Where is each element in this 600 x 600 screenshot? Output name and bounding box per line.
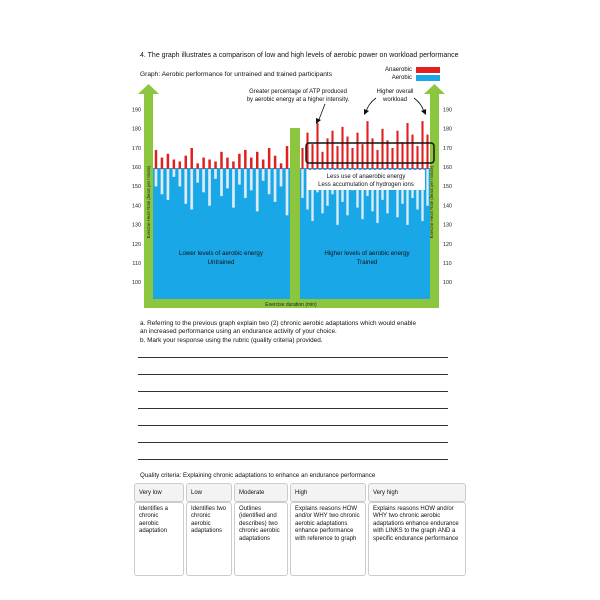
annotation-workload-line2: workload xyxy=(382,97,408,103)
untrained-bar-gap xyxy=(202,169,205,192)
trained-anaerobic-bar xyxy=(386,140,388,169)
answer-line[interactable] xyxy=(138,374,448,375)
y-tick-left-140: 140 xyxy=(132,203,141,210)
prompt-b: b. Mark your response using the rubric (quality criteria) provided. xyxy=(140,336,323,344)
rubric-header-very-low: Very low xyxy=(134,483,184,502)
panel-label-untrained-line2: Untrained xyxy=(207,259,235,266)
frame-divider xyxy=(290,128,300,308)
untrained-bar-gap xyxy=(226,169,229,188)
arrow-workload-right xyxy=(414,98,424,112)
untrained-bar-gap xyxy=(274,169,277,202)
annotation-less-line1: Less use of anaerobic energy xyxy=(326,174,406,180)
untrained-bar-gap xyxy=(185,169,188,204)
untrained-bar-gap xyxy=(238,169,241,184)
untrained-bar-gap xyxy=(286,169,289,215)
trained-anaerobic-bar xyxy=(421,121,423,169)
untrained-anaerobic-bar xyxy=(244,150,247,169)
y-tick-left-130: 130 xyxy=(132,222,141,229)
y-axis-label-left: Exercise Heart Rate (beats per minute) xyxy=(146,165,151,239)
y-tick-right-160: 160 xyxy=(443,165,452,171)
legend-aerobic-label: Aerobic xyxy=(391,75,413,81)
untrained-anaerobic-bar xyxy=(155,150,158,169)
y-tick-left-100: 100 xyxy=(132,280,141,287)
untrained-anaerobic-bar xyxy=(232,161,235,169)
trained-bar-gap xyxy=(301,169,303,198)
rubric-header-moderate: Moderate xyxy=(234,483,288,502)
prompt-a-line2: an increased performance using an endurance activity of your choice. xyxy=(140,328,337,336)
y-axis-label-right: Exercise Heart Rate (beats per minute) xyxy=(429,165,434,239)
y-tick-right-140: 140 xyxy=(443,203,452,210)
annotation-workload-line1: Higher overall xyxy=(376,89,414,95)
trained-anaerobic-bar xyxy=(321,152,323,169)
y-tick-left-120: 120 xyxy=(132,241,141,248)
rubric-cell-very-low: Identifies a chronic aerobic adaptation xyxy=(134,502,184,576)
untrained-bar-gap xyxy=(214,169,217,179)
untrained-bar-gap xyxy=(268,169,271,194)
panel-label-untrained-line1: Lower levels of aerobic energy xyxy=(179,250,263,257)
untrained-anaerobic-bar xyxy=(226,158,229,170)
untrained-anaerobic-bar xyxy=(190,148,193,169)
untrained-anaerobic-bar xyxy=(185,156,188,169)
untrained-anaerobic-bar xyxy=(262,160,265,170)
y-tick-left-160: 160 xyxy=(132,165,141,171)
untrained-anaerobic-bar xyxy=(238,154,241,169)
rubric-cell-high: Explains reasons HOW and/or WHY two chronic aerobic adaptations enhance performance with reference to graph xyxy=(290,502,366,576)
legend-aerobic-swatch xyxy=(416,75,440,81)
untrained-bar-gap xyxy=(190,169,193,209)
rubric-header-row xyxy=(134,483,466,502)
untrained-bar-gap xyxy=(155,169,158,186)
untrained-bar-gap xyxy=(173,169,176,177)
chart-legend xyxy=(385,66,440,82)
trained-anaerobic-bar xyxy=(366,121,368,169)
frame-right-arrow xyxy=(424,84,445,94)
y-tick-left-180: 180 xyxy=(132,126,141,133)
untrained-anaerobic-bar xyxy=(161,158,164,170)
untrained-bar-gap xyxy=(196,169,199,182)
annotation-atp-line2: by aerobic energy at a higher intensity. xyxy=(246,97,350,103)
untrained-bar-gap xyxy=(244,169,247,198)
trained-anaerobic-bar xyxy=(406,123,408,169)
rubric-cell-moderate: Outlines (identified and describes) two chronic aerobic adaptations xyxy=(234,502,288,576)
untrained-anaerobic-bar xyxy=(280,163,283,169)
rubric-cell-low: Identifies two chronic aerobic adaptations xyxy=(186,502,232,576)
rubric-header-very-high: Very high xyxy=(368,483,466,502)
untrained-anaerobic-bar xyxy=(286,146,289,169)
y-tick-left-150: 150 xyxy=(132,184,141,191)
rubric-table xyxy=(132,483,468,576)
annotation-less-line2: Less accumulation of hydrogen ions xyxy=(318,182,414,188)
rubric-cell-very-high: Explains reasons HOW and/or WHY two chronic aerobic adaptations enhance endurance with LINKS to the graph AND a specific endurance performance xyxy=(368,502,466,576)
untrained-anaerobic-bar xyxy=(173,160,176,170)
untrained-bar-gap xyxy=(179,169,182,186)
untrained-bar-gap xyxy=(232,169,235,207)
y-tick-right-150: 150 xyxy=(443,184,452,191)
trained-anaerobic-bar xyxy=(336,146,338,169)
highlight-box xyxy=(306,143,434,163)
graph-title: Graph: Aerobic performance for untrained and trained participants xyxy=(140,71,333,78)
rubric-criteria-row xyxy=(134,502,466,576)
untrained-bar-gap xyxy=(262,169,265,181)
untrained-anaerobic-bar xyxy=(250,158,253,170)
y-ticks-left xyxy=(132,107,141,286)
y-tick-right-110: 110 xyxy=(443,261,452,267)
trained-anaerobic-bar xyxy=(426,135,428,170)
x-axis-label: Exercise duration (min) xyxy=(265,302,317,308)
untrained-anaerobic-bar xyxy=(256,152,259,169)
untrained-anaerobic-bar xyxy=(208,160,211,170)
trained-anaerobic-bar xyxy=(361,144,363,169)
trained-anaerobic-bar xyxy=(316,123,318,169)
y-tick-left-190: 190 xyxy=(132,107,141,114)
y-tick-left-170: 170 xyxy=(132,145,141,152)
trained-anaerobic-bar xyxy=(311,144,313,169)
trained-anaerobic-bar xyxy=(346,136,348,169)
untrained-bar-gap xyxy=(256,169,259,211)
untrained-anaerobic-bar xyxy=(220,152,223,169)
y-tick-right-130: 130 xyxy=(443,222,452,229)
untrained-bar-gap xyxy=(161,169,164,194)
question-heading: 4. The graph illustrates a comparison of low and high levels of aerobic power on workload performance xyxy=(140,52,459,59)
annotation-atp-line1: Greater percentage of ATP produced xyxy=(249,89,347,95)
answer-line[interactable] xyxy=(138,425,448,426)
question-prompts xyxy=(140,320,470,345)
untrained-anaerobic-bar xyxy=(274,156,277,169)
trained-anaerobic-bar xyxy=(376,150,378,169)
criteria-title: Quality criteria: Explaining chronic adaptations to enhance an endurance performance xyxy=(140,472,376,479)
untrained-anaerobic-bar xyxy=(214,161,217,169)
frame-left-arrow xyxy=(138,84,159,94)
untrained-anaerobic-bar xyxy=(179,161,182,169)
y-tick-right-170: 170 xyxy=(443,145,452,152)
legend-anaerobic-label: Anaerobic xyxy=(385,67,413,73)
y-tick-right-120: 120 xyxy=(443,241,452,248)
y-tick-right-180: 180 xyxy=(443,126,452,133)
answer-line[interactable] xyxy=(138,459,448,460)
y-tick-right-100: 100 xyxy=(443,280,452,287)
y-ticks-right xyxy=(443,107,452,286)
trained-anaerobic-bar xyxy=(411,135,413,170)
untrained-bar-gap xyxy=(208,169,211,205)
trained-anaerobic-bar xyxy=(391,148,393,169)
untrained-anaerobic-bar xyxy=(196,163,199,169)
legend-anaerobic-swatch xyxy=(416,67,440,73)
untrained-bar-gap xyxy=(250,169,253,190)
untrained-bar-gap xyxy=(280,169,283,186)
y-tick-right-190: 190 xyxy=(443,107,452,114)
untrained-anaerobic-bar xyxy=(167,154,170,169)
rubric-header-high: High xyxy=(290,483,366,502)
answer-line[interactable] xyxy=(138,408,448,409)
trained-anaerobic-bar xyxy=(416,146,418,169)
y-tick-left-110: 110 xyxy=(132,261,141,267)
answer-line[interactable] xyxy=(138,391,448,392)
panel-label-trained-line1: Higher levels of aerobic energy xyxy=(324,250,410,257)
answer-line[interactable] xyxy=(138,357,448,358)
legend-anaerobic xyxy=(385,66,440,74)
trained-anaerobic-bar xyxy=(301,148,303,169)
prompt-a-line1: a. Referring to the previous graph explain two (2) chronic aerobic adaptations which would enable xyxy=(140,320,417,327)
arrow-workload-left xyxy=(366,98,376,112)
trained-anaerobic-bar xyxy=(401,142,403,169)
rubric-header-low: Low xyxy=(186,483,232,502)
legend-aerobic xyxy=(385,74,440,82)
untrained-bar-gap xyxy=(167,169,170,200)
untrained-anaerobic-bar xyxy=(202,158,205,170)
untrained-bar-gap xyxy=(220,169,223,196)
trained-anaerobic-bar xyxy=(351,148,353,169)
untrained-anaerobic-bar xyxy=(268,148,271,169)
aerobic-performance-chart xyxy=(130,82,470,314)
panel-label-trained-line2: Trained xyxy=(356,259,378,266)
answer-line[interactable] xyxy=(138,442,448,443)
